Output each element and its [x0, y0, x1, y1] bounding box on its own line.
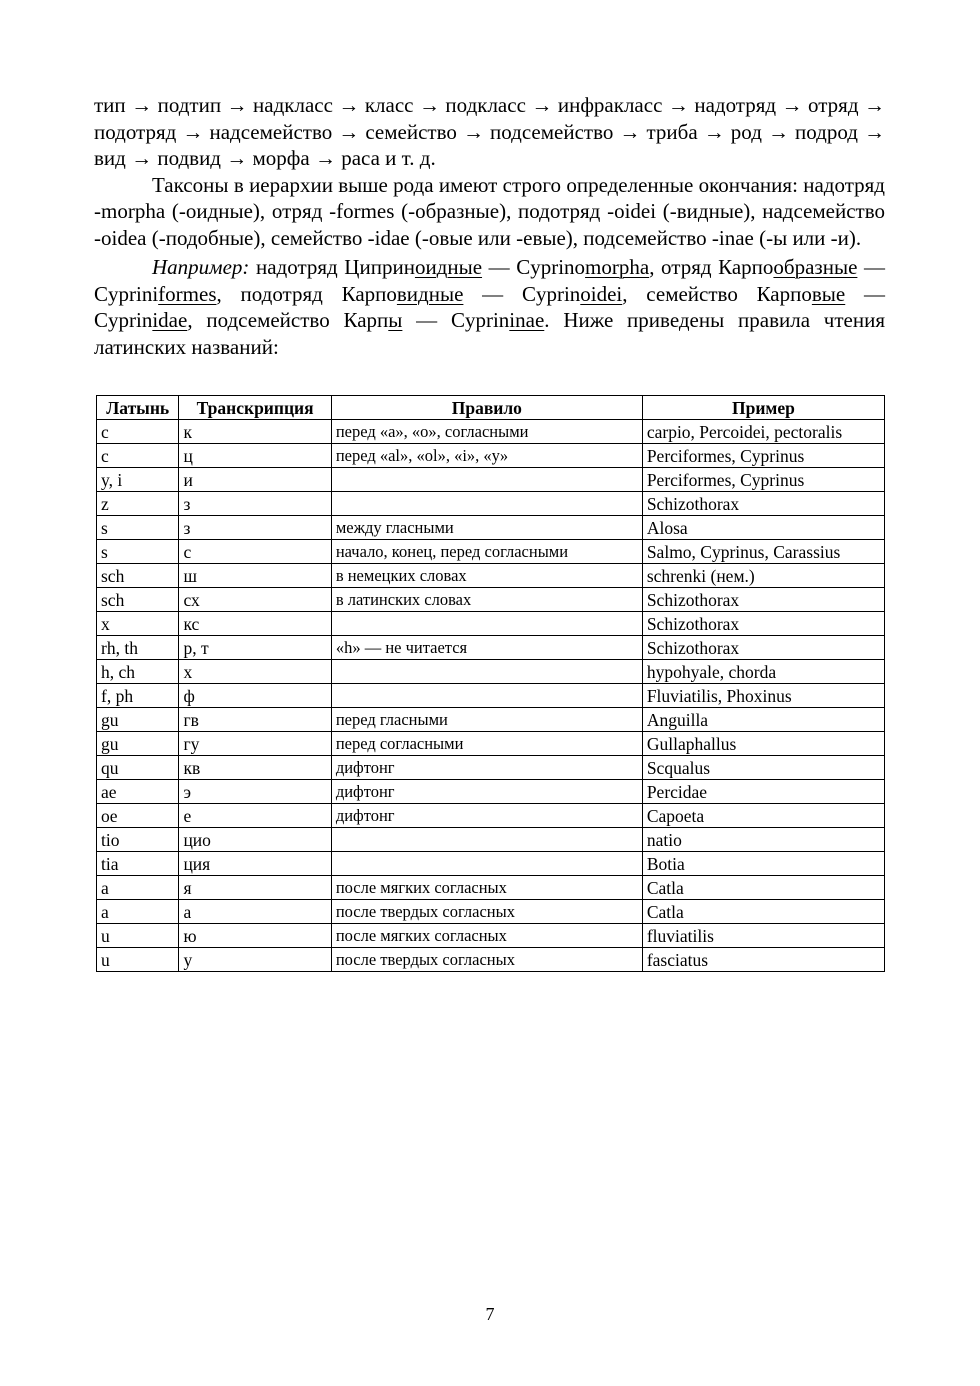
cell-transcription: ция	[179, 852, 331, 876]
cell-rule	[331, 492, 642, 516]
underlined-suffix: idae	[152, 308, 188, 332]
examples-text: — Cyprin	[94, 281, 885, 332]
cell-latin: x	[97, 612, 179, 636]
examples-text: — Cyprin	[463, 281, 581, 306]
cell-transcription: р, т	[179, 636, 331, 660]
cell-transcription: и	[179, 468, 331, 492]
cell-example: Catla	[642, 876, 884, 900]
cell-transcription: с	[179, 540, 331, 564]
examples-text: , семейство Карпо	[622, 281, 812, 306]
cell-transcription: кв	[179, 756, 331, 780]
table-row	[97, 732, 885, 756]
cell-transcription: ю	[179, 924, 331, 948]
taxonomy-hierarchy-paragraph: тип → подтип → надкласс → класс → подкласс → инфракласс → надотряд → отряд → подотряд → надсемейство → семейство → подсемейство → триба → род → подрод → вид → подвид → морфа → раса и т. д.	[94, 93, 885, 170]
underlined-suffix: morpha	[585, 255, 650, 279]
cell-transcription: гу	[179, 732, 331, 756]
table-row	[97, 420, 885, 444]
underlined-suffix: оидные	[414, 255, 483, 279]
cell-rule	[331, 468, 642, 492]
cell-transcription: ш	[179, 564, 331, 588]
table-row	[97, 900, 885, 924]
examples-text: , подотряд Карпо	[216, 281, 397, 306]
cell-rule: в латинских словах	[331, 588, 642, 612]
cell-transcription: х	[179, 660, 331, 684]
table-row	[97, 876, 885, 900]
examples-text: — Cyprini	[94, 255, 885, 306]
cell-transcription: гв	[179, 708, 331, 732]
underlined-suffix: образные	[773, 255, 858, 279]
table-row	[97, 492, 885, 516]
table-row	[97, 852, 885, 876]
cell-example: Gullaphallus	[642, 732, 884, 756]
table-row	[97, 444, 885, 468]
table-row	[97, 468, 885, 492]
underlined-suffix: inae	[509, 308, 545, 332]
cell-rule	[331, 612, 642, 636]
cell-latin: gu	[97, 708, 179, 732]
cell-latin: qu	[97, 756, 179, 780]
document-body	[94, 92, 885, 360]
table-row	[97, 612, 885, 636]
table-row	[97, 636, 885, 660]
cell-rule: после мягких согласных	[331, 924, 642, 948]
cell-rule: после твердых согласных	[331, 948, 642, 972]
cell-transcription: к	[179, 420, 331, 444]
cell-latin: ae	[97, 780, 179, 804]
cell-example: Schizothorax	[642, 588, 884, 612]
examples-text: , отряд Карпо	[649, 255, 774, 279]
cell-rule	[331, 660, 642, 684]
cell-latin: h, ch	[97, 660, 179, 684]
examples-text: , подсемейство Карп	[187, 308, 389, 332]
cell-example: hypohyale, chorda	[642, 660, 884, 684]
cell-transcription: з	[179, 516, 331, 540]
cell-rule: между гласными	[331, 516, 642, 540]
cell-transcription: е	[179, 804, 331, 828]
cell-example: Perciformes, Cyprinus	[642, 468, 884, 492]
underlined-suffix: вые	[811, 281, 846, 306]
cell-latin: u	[97, 924, 179, 948]
examples-text: надотряд Циприн	[249, 255, 415, 279]
cell-transcription: ц	[179, 444, 331, 468]
cell-example: Anguilla	[642, 708, 884, 732]
table-row	[97, 588, 885, 612]
cell-transcription: з	[179, 492, 331, 516]
examples-text: . Ниже приведены правила чтения латинских названий:	[94, 308, 885, 359]
cell-rule: дифтонг	[331, 756, 642, 780]
cell-example: natio	[642, 828, 884, 852]
cell-latin: s	[97, 516, 179, 540]
cell-transcription: ф	[179, 684, 331, 708]
table-row	[97, 564, 885, 588]
cell-rule: после твердых согласных	[331, 900, 642, 924]
cell-latin: sch	[97, 588, 179, 612]
cell-example: Scqualus	[642, 756, 884, 780]
cell-example: Capoeta	[642, 804, 884, 828]
header-latin: Латынь	[97, 396, 179, 420]
cell-latin: tio	[97, 828, 179, 852]
table-row	[97, 948, 885, 972]
table-row	[97, 804, 885, 828]
underlined-suffix: oidei	[580, 281, 623, 306]
cell-transcription: у	[179, 948, 331, 972]
table-row	[97, 756, 885, 780]
examples-text: — Cyprin	[402, 308, 510, 332]
cell-transcription: я	[179, 876, 331, 900]
cell-transcription: а	[179, 900, 331, 924]
cell-latin: z	[97, 492, 179, 516]
cell-rule: перед «а», «о», согласными	[331, 420, 642, 444]
cell-example: Catla	[642, 900, 884, 924]
cell-example: Schizothorax	[642, 612, 884, 636]
examples-text: — Cyprino	[482, 255, 586, 279]
cell-rule: начало, конец, перед согласными	[331, 540, 642, 564]
cell-example: fasciatus	[642, 948, 884, 972]
table-row	[97, 660, 885, 684]
cell-rule: дифтонг	[331, 780, 642, 804]
cell-latin: tia	[97, 852, 179, 876]
table-row	[97, 708, 885, 732]
cell-example: Alosa	[642, 516, 884, 540]
cell-example: Fluviatilis, Phoxinus	[642, 684, 884, 708]
cell-latin: u	[97, 948, 179, 972]
cell-example: Perciformes, Cyprinus	[642, 444, 884, 468]
cell-transcription: цио	[179, 828, 331, 852]
cell-example: carpio, Percoidei, pectoralis	[642, 420, 884, 444]
latin-reading-rules-table	[96, 395, 885, 972]
cell-rule: перед «al», «ol», «i», «y»	[331, 444, 642, 468]
cell-latin: f, ph	[97, 684, 179, 708]
table-row	[97, 780, 885, 804]
header-example: Пример	[642, 396, 884, 420]
table-body	[97, 420, 885, 972]
cell-example: fluviatilis	[642, 924, 884, 948]
cell-transcription: э	[179, 780, 331, 804]
cell-rule: дифтонг	[331, 804, 642, 828]
underlined-suffix: formes	[158, 281, 217, 306]
table-row	[97, 516, 885, 540]
table-row	[97, 684, 885, 708]
cell-latin: a	[97, 876, 179, 900]
cell-latin: oe	[97, 804, 179, 828]
cell-rule: перед согласными	[331, 732, 642, 756]
cell-transcription: сх	[179, 588, 331, 612]
table-row	[97, 540, 885, 564]
cell-rule	[331, 828, 642, 852]
header-rule: Правило	[331, 396, 642, 420]
cell-latin: c	[97, 420, 179, 444]
cell-rule	[331, 684, 642, 708]
cell-rule	[331, 852, 642, 876]
page-number: 7	[485, 1304, 495, 1324]
taxon-endings-paragraph: Таксоны в иерархии выше рода имеют строго определенные окончания: надотряд -morpha (-оидные), отряд -formes (-образные), подотряд -oidei (-видные), надсемейство -oidea (-подобные), семейство -idae (-овые или -евые), подсемейство -inae (-ы или -и).	[94, 172, 885, 250]
underlined-suffix: ы	[388, 308, 403, 332]
cell-latin: sch	[97, 564, 179, 588]
cell-example: Percidae	[642, 780, 884, 804]
header-transcription: Транскрипция	[179, 396, 331, 420]
cell-example: Schizothorax	[642, 492, 884, 516]
cell-rule: перед гласными	[331, 708, 642, 732]
table-row	[97, 924, 885, 948]
cell-latin: gu	[97, 732, 179, 756]
cell-example: Botia	[642, 852, 884, 876]
cell-example: Salmo, Cyprinus, Carassius	[642, 540, 884, 564]
cell-example: Schizothorax	[642, 636, 884, 660]
cell-latin: a	[97, 900, 179, 924]
cell-rule: «h» — не читается	[331, 636, 642, 660]
cell-latin: s	[97, 540, 179, 564]
cell-latin: c	[97, 444, 179, 468]
cell-example: schrenki (нем.)	[642, 564, 884, 588]
cell-latin: y, i	[97, 468, 179, 492]
table-row	[97, 828, 885, 852]
table-header-row	[97, 396, 885, 420]
examples-lead: Например:	[152, 255, 250, 279]
cell-transcription: кс	[179, 612, 331, 636]
cell-rule: после мягких согласных	[331, 876, 642, 900]
examples-paragraph	[94, 254, 885, 360]
cell-rule: в немецких словах	[331, 564, 642, 588]
underlined-suffix: видные	[396, 281, 464, 306]
cell-latin: rh, th	[97, 636, 179, 660]
